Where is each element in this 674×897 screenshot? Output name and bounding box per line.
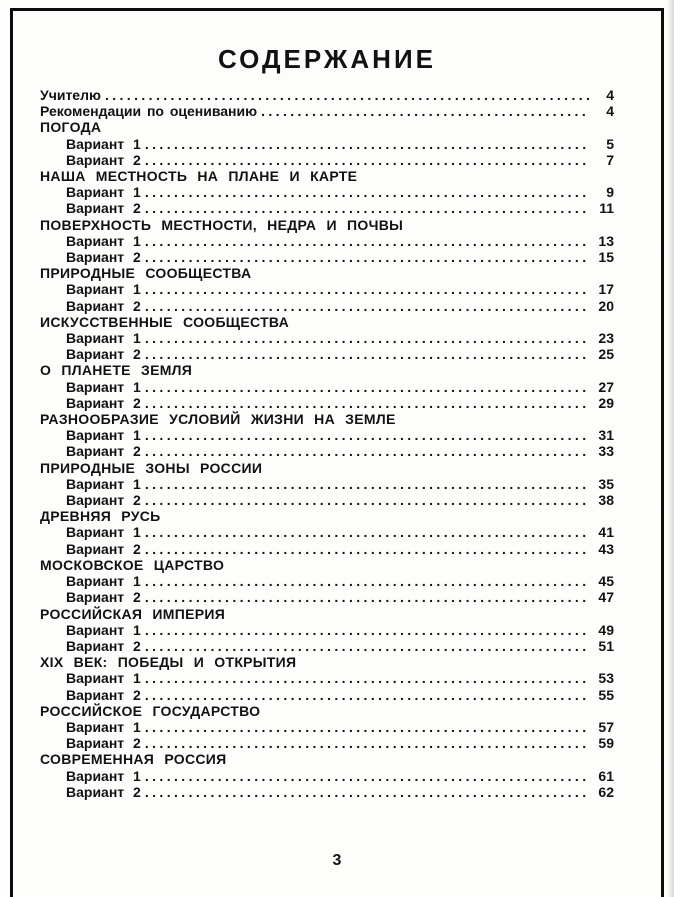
toc-item-label: ИСКУССТВЕННЫЕ СООБЩЕСТВА	[40, 313, 290, 330]
toc-item-page: 45	[598, 573, 614, 590]
dot-leader	[145, 281, 589, 297]
toc-variant	[40, 443, 614, 459]
toc-variant	[40, 638, 614, 654]
toc-variant	[40, 541, 614, 557]
toc-variant	[40, 784, 614, 800]
toc-variant	[40, 476, 614, 492]
toc-item-label: Вариант 2	[66, 394, 141, 411]
toc-item-label: РОССИЙСКАЯ ИМПЕРИЯ	[40, 605, 226, 622]
toc-entry	[40, 87, 614, 103]
toc-item-page: 7	[606, 151, 614, 168]
toc-item-label: Вариант 2	[66, 540, 141, 557]
toc-item-label: Вариант 1	[66, 621, 141, 638]
toc-item-page: 13	[598, 232, 614, 249]
toc-item-page: 47	[598, 589, 614, 606]
toc-item-page: 11	[599, 200, 614, 217]
toc-variant	[40, 492, 614, 508]
toc-item-label: МОСКОВСКОЕ ЦАРСТВО	[40, 556, 225, 573]
dot-leader	[145, 638, 589, 654]
toc-variant	[40, 136, 614, 152]
toc-variant	[40, 330, 614, 346]
dot-leader	[145, 395, 589, 411]
dot-leader	[145, 541, 589, 557]
toc-heading	[40, 411, 614, 427]
toc-item-label: ПОГОДА	[40, 119, 102, 136]
dot-leader	[145, 735, 589, 751]
toc-item-page: 17	[598, 281, 614, 298]
dot-leader	[145, 589, 589, 605]
dot-leader	[145, 427, 589, 443]
toc-item-page: 61	[598, 767, 614, 784]
dot-leader	[145, 476, 589, 492]
toc-item-page: 23	[598, 330, 614, 347]
toc-item-page: 29	[598, 394, 614, 411]
toc-item-page: 27	[598, 378, 614, 395]
toc-item-label: Вариант 2	[66, 200, 141, 217]
toc-item-page: 15	[598, 249, 614, 266]
toc-item-page: 41	[598, 524, 614, 541]
toc-variant	[40, 427, 614, 443]
toc-item-label: Вариант 1	[66, 670, 141, 687]
dot-leader	[145, 136, 589, 152]
toc-heading	[40, 751, 614, 767]
dot-leader	[261, 103, 589, 119]
dot-leader	[145, 492, 589, 508]
toc-item-page: 51	[598, 637, 614, 654]
toc-item-page: 38	[598, 492, 614, 509]
toc-item-label: Вариант 2	[66, 249, 141, 266]
toc-item-label: Вариант 1	[66, 524, 141, 541]
toc-heading	[40, 460, 614, 476]
toc-item-page: 4	[606, 87, 614, 103]
dot-leader	[145, 346, 589, 362]
toc-item-label: Вариант 1	[66, 330, 141, 347]
toc-heading	[40, 119, 614, 135]
toc-item-label: Вариант 1	[66, 767, 141, 784]
dot-leader	[145, 622, 589, 638]
toc-item-label: Вариант 2	[66, 492, 141, 509]
toc-item-page: 49	[598, 621, 614, 638]
dot-leader	[145, 184, 589, 200]
toc-item-label: Вариант 1	[66, 718, 141, 735]
dot-leader	[145, 298, 589, 314]
toc-item-page: 9	[606, 184, 614, 201]
page-number: 3	[332, 852, 342, 869]
toc-variant	[40, 249, 614, 265]
toc-heading	[40, 508, 614, 524]
toc-item-label: РОССИЙСКОЕ ГОСУДАРСТВО	[40, 702, 261, 719]
toc-item-label: Вариант 2	[66, 443, 141, 460]
dot-leader	[145, 573, 589, 589]
toc-variant	[40, 687, 614, 703]
toc-heading	[40, 654, 614, 670]
toc-item-page: 35	[598, 475, 614, 492]
toc-variant	[40, 735, 614, 751]
toc-item-page: 20	[598, 297, 614, 314]
toc-heading	[40, 606, 614, 622]
toc-item-page: 53	[598, 670, 614, 687]
toc-item-label: Вариант 2	[66, 589, 141, 606]
toc-variant	[40, 298, 614, 314]
toc-item-label: Вариант 1	[66, 475, 141, 492]
toc-item-page: 62	[598, 783, 614, 800]
toc-item-page: 59	[598, 735, 614, 752]
dot-leader	[145, 524, 589, 540]
dot-leader	[145, 687, 589, 703]
dot-leader	[145, 249, 589, 265]
toc-item-label: Вариант 1	[66, 378, 141, 395]
toc-entry	[40, 103, 614, 119]
toc-list	[40, 87, 614, 800]
toc-variant	[40, 719, 614, 735]
toc-item-page: 33	[598, 443, 614, 460]
toc-item-label: СОВРЕМЕННАЯ РОССИЯ	[40, 751, 227, 768]
toc-variant	[40, 152, 614, 168]
toc-variant	[40, 281, 614, 297]
toc-heading	[40, 314, 614, 330]
toc-item-label: Вариант 2	[66, 637, 141, 654]
dot-leader	[145, 233, 589, 249]
toc-variant	[40, 670, 614, 686]
toc-item-label: Вариант 1	[66, 184, 141, 201]
dot-leader	[145, 330, 589, 346]
dot-leader	[145, 379, 589, 395]
dot-leader	[145, 443, 589, 459]
toc-item-label: Вариант 2	[66, 297, 141, 314]
toc-item-label: РАЗНООБРАЗИЕ УСЛОВИЙ ЖИЗНИ НА ЗЕМЛЕ	[40, 411, 396, 428]
toc-item-label: Учителю	[40, 87, 101, 103]
toc-variant	[40, 524, 614, 540]
toc-variant	[40, 379, 614, 395]
toc-variant	[40, 768, 614, 784]
toc-heading	[40, 217, 614, 233]
toc-item-label: XIX ВЕК: ПОБЕДЫ И ОТКРЫТИЯ	[40, 654, 297, 671]
toc-item-label: НАША МЕСТНОСТЬ НА ПЛАНЕ И КАРТЕ	[40, 168, 358, 185]
dot-leader	[145, 719, 589, 735]
toc-item-label: Вариант 1	[66, 573, 141, 590]
toc-item-label: Вариант 2	[66, 783, 141, 800]
toc-variant	[40, 589, 614, 605]
toc-item-label: Вариант 2	[66, 346, 141, 363]
toc-content	[40, 44, 614, 800]
toc-item-page: 4	[606, 103, 614, 120]
toc-heading	[40, 557, 614, 573]
toc-variant	[40, 395, 614, 411]
dot-leader	[145, 768, 589, 784]
toc-item-label: ПРИРОДНЫЕ СООБЩЕСТВА	[40, 265, 252, 282]
toc-heading	[40, 265, 614, 281]
toc-heading	[40, 362, 614, 378]
toc-item-page: 55	[598, 686, 614, 703]
toc-item-label: Вариант 1	[66, 135, 141, 152]
photo-edge-shadow	[667, 0, 674, 897]
toc-item-label: Вариант 2	[66, 151, 141, 168]
dot-leader	[105, 87, 589, 103]
toc-title: СОДЕРЖАНИЕ	[218, 44, 436, 74]
toc-item-label: ДРЕВНЯЯ РУСЬ	[40, 508, 161, 525]
toc-item-page: 31	[598, 427, 614, 444]
toc-item-label: Вариант 1	[66, 427, 141, 444]
toc-item-label: Вариант 2	[66, 735, 141, 752]
toc-item-label: ПОВЕРХНОСТЬ МЕСТНОСТИ, НЕДРА И ПОЧВЫ	[40, 216, 404, 233]
toc-variant	[40, 622, 614, 638]
toc-item-label: Вариант 2	[66, 686, 141, 703]
toc-item-label: Вариант 1	[66, 232, 141, 249]
toc-item-label: Вариант 1	[66, 281, 141, 298]
dot-leader	[145, 152, 589, 168]
toc-variant	[40, 200, 614, 216]
toc-variant	[40, 346, 614, 362]
toc-heading	[40, 168, 614, 184]
dot-leader	[145, 200, 589, 216]
toc-item-label: Рекомендации по оцениванию	[40, 103, 258, 120]
toc-item-page: 5	[606, 135, 614, 152]
toc-item-page: 43	[598, 540, 614, 557]
toc-variant	[40, 184, 614, 200]
toc-item-page: 57	[598, 718, 614, 735]
toc-item-label: О ПЛАНЕТЕ ЗЕМЛЯ	[40, 362, 193, 379]
toc-item-page: 25	[598, 346, 614, 363]
dot-leader	[145, 670, 589, 686]
dot-leader	[145, 784, 589, 800]
toc-item-label: ПРИРОДНЫЕ ЗОНЫ РОССИИ	[40, 459, 263, 476]
toc-variant	[40, 233, 614, 249]
toc-variant	[40, 573, 614, 589]
toc-heading	[40, 703, 614, 719]
